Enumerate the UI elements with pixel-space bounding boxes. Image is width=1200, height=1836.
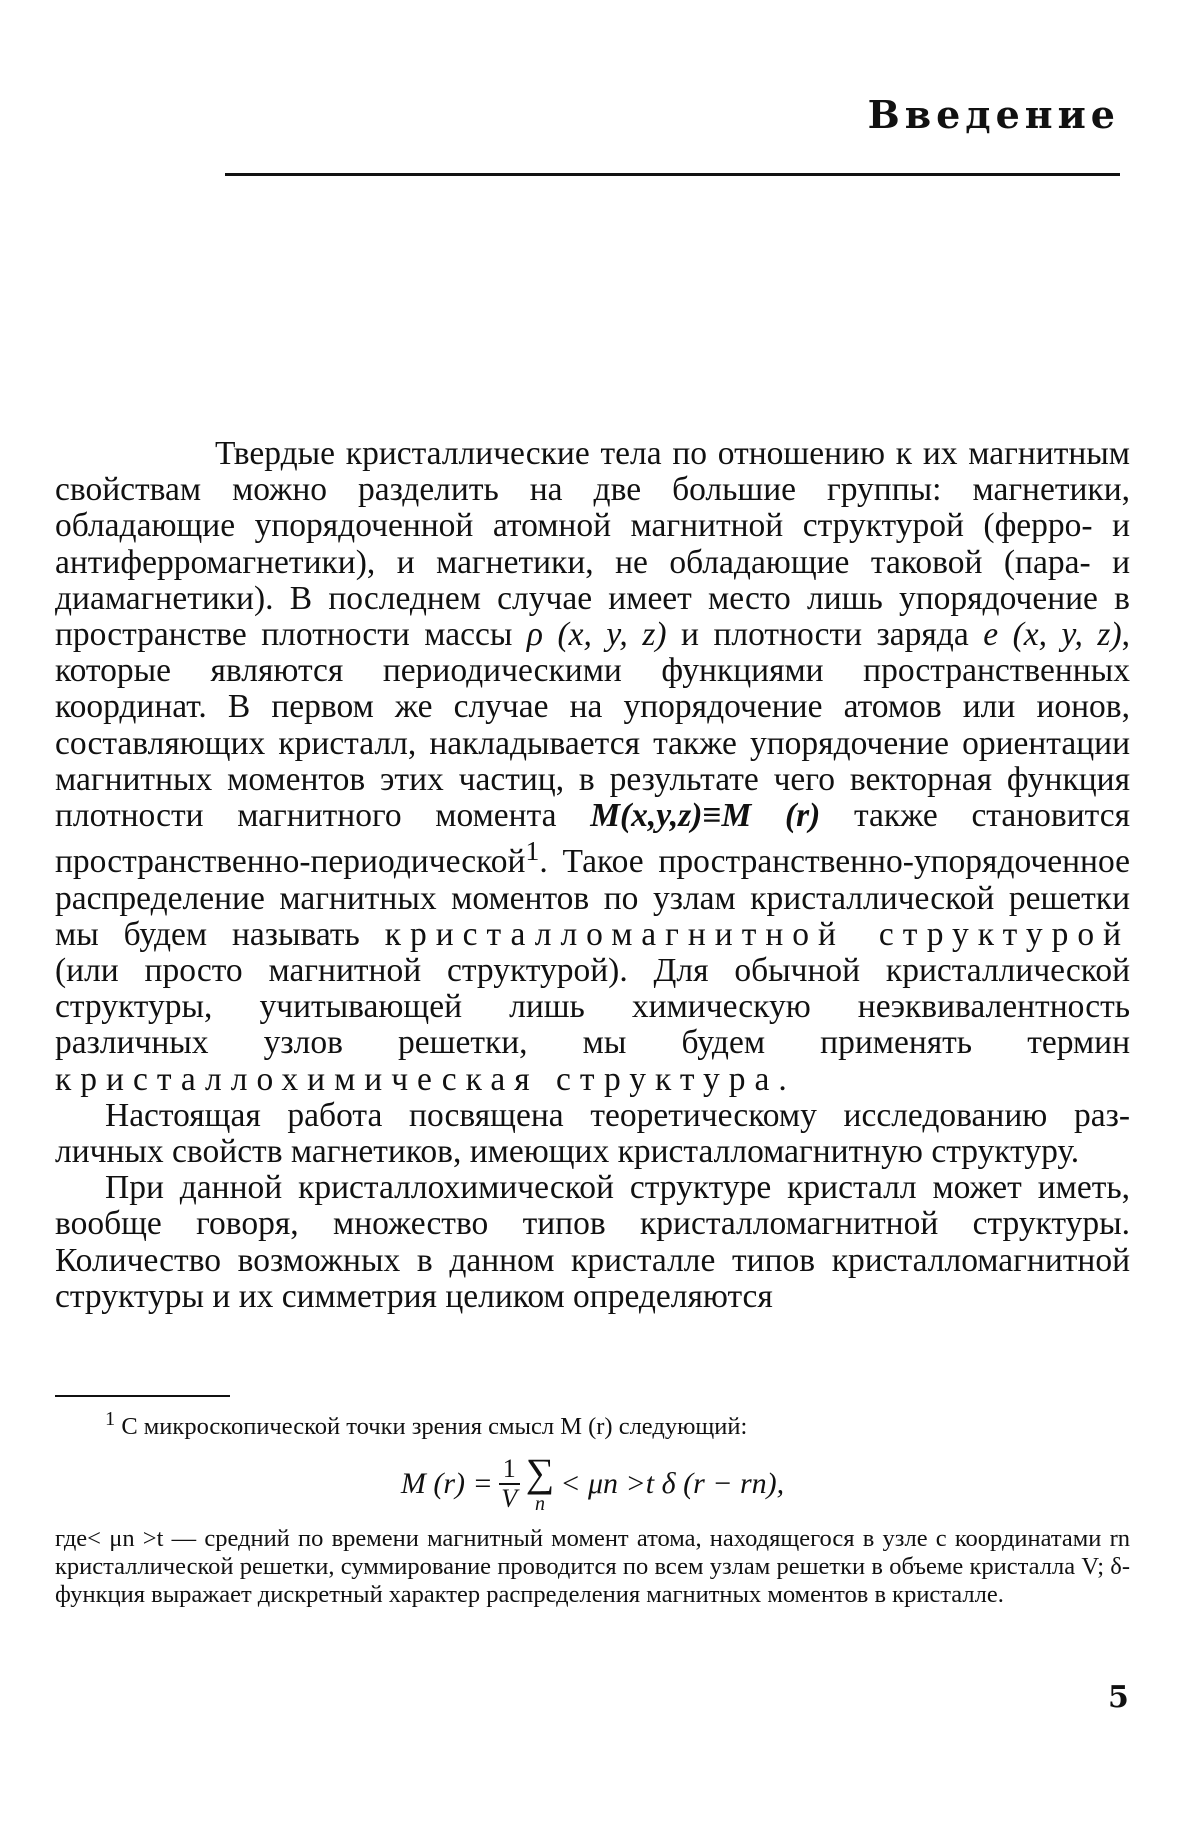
- sum-index: n: [534, 1493, 545, 1516]
- p1-text-f: (или просто магнитной структурой). Для обычной кристаллической структуры, учитывающей лишь химическую неэквивалентность различных узлов решетки, мы будем применять термин: [55, 952, 1130, 1062]
- e-expression: e (x, y, z): [983, 616, 1122, 654]
- footnote-rule: [55, 1395, 230, 1397]
- formula-rhs: < μn >t δ (r − rn),: [560, 1467, 785, 1501]
- p1-text-d: также становится пространственно-периодической: [55, 797, 1130, 881]
- footnote: [55, 1405, 1130, 1609]
- p1-text-b: и плотности заряда: [666, 616, 984, 654]
- chapter-title: Введение: [867, 92, 1120, 137]
- term-crystallomagnetic-structure: кристалломагнитной структурой: [384, 915, 1131, 953]
- p1-text-g: .: [778, 1060, 787, 1098]
- title-rule: [225, 173, 1120, 176]
- footnote-number: 1: [105, 1408, 116, 1430]
- sum-symbol: ∑: [525, 1450, 555, 1496]
- footnote-lead: [55, 1405, 1130, 1441]
- rho-expression: ρ (x, y, z): [526, 616, 667, 654]
- paragraph-1: [55, 436, 1130, 1098]
- magnetic-moment-expression: M(x,y,z)≡M (r): [590, 797, 821, 835]
- formula-fraction: [499, 1455, 520, 1513]
- p1-text-a: Твердые кристаллические тела по отношению к их магнитным свойствам можно разделить на две большие группы: магнетики, обладающие упорядоченной атомной магнитной структурой (ферро- и антиферромагнетики), и магнетики, не обладающие таковой (пара- и диамагнетики). В последнем случае имеет место лишь упорядочение в пространстве плотности массы: [55, 435, 1130, 654]
- p1-text-c: , которые являются периодическими функциями пространственных координат. В первом же случае на упорядочение атомов или ионов, составляющих кристалл, накладывается также упорядочение ориентации магнитных моментов этих частиц, в результате чего векторная функция плотности магнитного момента: [55, 616, 1130, 835]
- term-crystallochemical-structure: кристаллохимическая структура: [55, 1060, 779, 1098]
- formula-sum: [525, 1450, 555, 1516]
- paragraph-3: При данной кристаллохимической структуре кристалл может иметь, вообще говоря, множество типов кристалломагнитной структуры. Количество возможных в данном кристалле типов кристалломагнитной структуры и их симметрия целиком определяются: [55, 1169, 1130, 1315]
- page-number: 5: [1108, 1680, 1129, 1715]
- footnote-marker: 1: [525, 836, 540, 868]
- footnote-lead-text: С микроскопической точки зрения смысл M (r) следующий:: [121, 1413, 748, 1441]
- body-text: [55, 436, 1130, 1315]
- formula-numerator: 1: [499, 1455, 520, 1485]
- paragraph-2: Настоящая работа посвящена теоретическому исследованию различных свойств магнетиков, имеющих кристалломагнитную структуру.: [55, 1096, 1130, 1171]
- footnote-tail: где< μn >t — средний по времени магнитный момент атома, находящегося в узле с координатами rn кристаллической решетки, суммирование проводится по всем узлам решетки в объеме кристалла V; δ-функция выражает дискретный характер распределения магнитных моментов в кристалле.: [55, 1525, 1130, 1609]
- footnote-formula: [55, 1450, 1130, 1516]
- p1-text-e: . Такое пространственно-упорядоченное распределение магнитных моментов по узлам кристаллической решетки мы будем называть: [55, 843, 1130, 953]
- formula-denominator: V: [501, 1484, 518, 1514]
- formula-lhs: M (r) =: [400, 1467, 493, 1501]
